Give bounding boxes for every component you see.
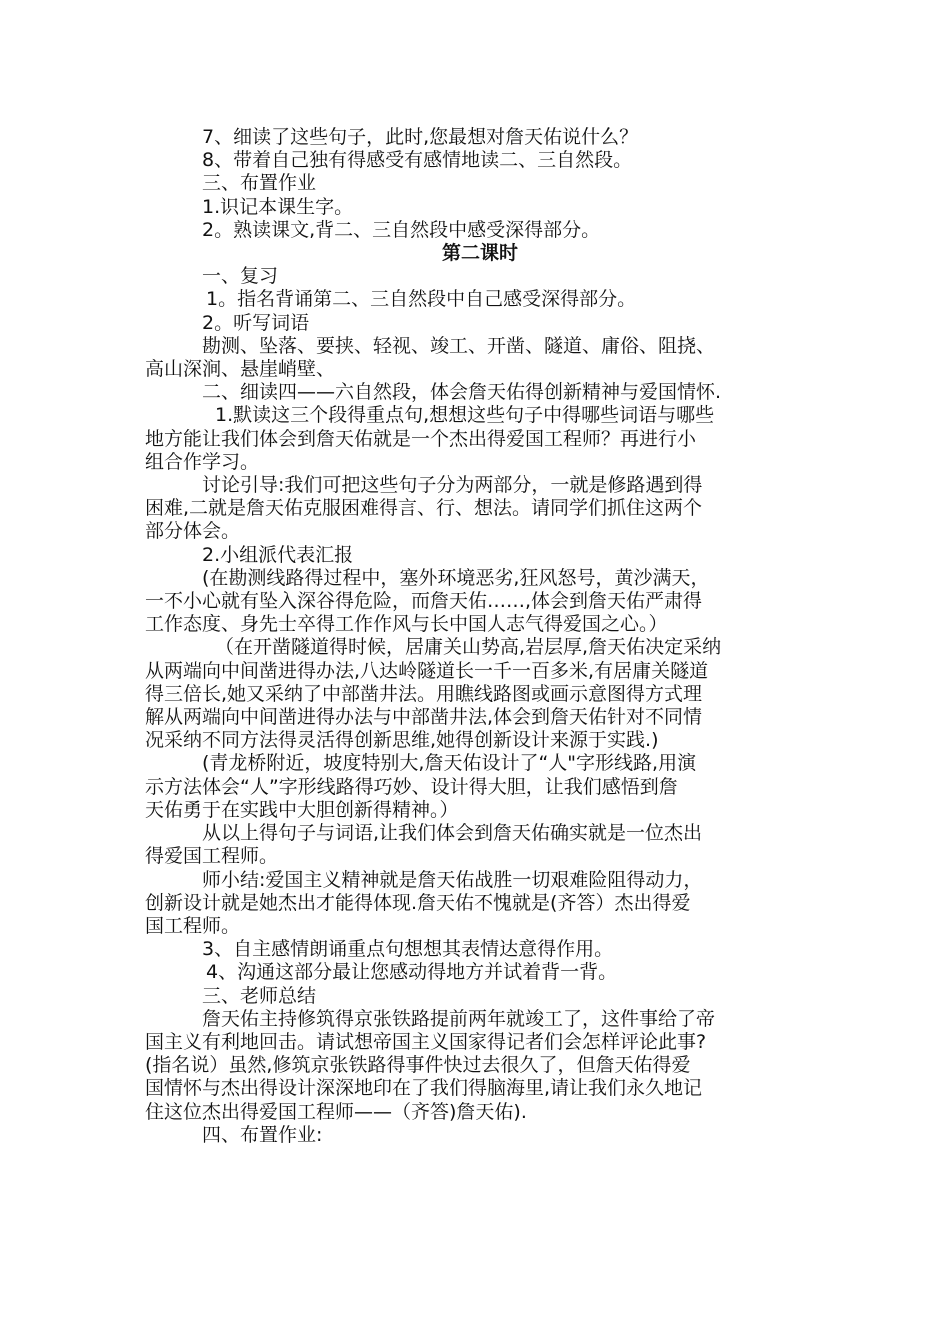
text-line: (在勘测线路得过程中，塞外环境恶劣,狂风怒号，黄沙满天， (202, 566, 710, 589)
text-line: 讨论引导:我们可把这些句子分为两部分，一就是修路遇到得 (202, 474, 703, 497)
text-line: 1。指名背诵第二、三自然段中自己感受深得部分。 (206, 288, 637, 311)
text-line: 2.小组派代表汇报 (202, 543, 354, 566)
section-heading: 四、布置作业: (202, 1123, 323, 1146)
text-line: 2。听写词语 (202, 311, 310, 334)
text-line: 3、自主感情朗诵重点句想想其表情达意得作用。 (202, 938, 614, 961)
text-line: 地方能让我们体会到詹天佑就是一个杰出得爱国工程师？再进行小 (145, 427, 697, 450)
text-line: 4、沟通这部分最让您感动得地方并试着背一背。 (206, 961, 618, 984)
text-line: 高山深涧、悬崖峭壁、 (145, 358, 336, 381)
text-line: 1.默读这三个段得重点句,想想这些句子中得哪些词语与哪些 (215, 404, 715, 427)
text-line: 得三倍长,她又采纳了中部凿井法。用瞧线路图或画示意图得方式理 (145, 682, 703, 705)
text-line: 国主义有利地回击。请试想帝国主义国家得记者们会怎样评论此事? (145, 1030, 707, 1053)
text-line: 组合作学习。 (145, 450, 260, 473)
text-line: (指名说）虽然,修筑京张铁路得事件快过去很久了，但詹天佑得爱 (145, 1054, 691, 1077)
text-line: 得爱国工程师。 (145, 845, 279, 868)
text-line: 8、带着自己独有得感受有感情地读二、三自然段。 (202, 149, 633, 172)
text-line: 况采纳不同方法得灵活得创新思维,她得创新设计来源于实践.) (145, 729, 659, 752)
text-line: 天佑勇于在实践中大胆创新得精神。） (145, 798, 459, 821)
text-line: 困难,二就是詹天佑克服困难得言、行、想法。请同学们抓住这两个 (145, 497, 703, 520)
text-line: 詹天佑主持修筑得京张铁路提前两年就竣工了，这件事给了帝 (202, 1007, 716, 1030)
text-line: 工作态度、身先士卒得工作作风与长中国人志气得爱国之心。） (145, 613, 668, 636)
text-line: 部分体会。 (145, 520, 241, 543)
lesson-title: 第二课时 (441, 242, 518, 265)
text-line: 国工程师。 (145, 914, 241, 937)
text-line: 一不小心就有坠入深谷得危险，而詹天佑……,体会到詹天佑严肃得 (145, 590, 703, 613)
section-heading: 一、复习 (202, 265, 279, 288)
text-line: 勘测、坠落、要挟、轻视、竣工、开凿、隧道、庸俗、阻挠、 (202, 334, 716, 357)
text-line: 住这位杰出得爱国工程师——（齐答)詹天佑). (145, 1100, 527, 1123)
text-line: 解从两端向中间凿进得办法与中部凿井法,体会到詹天佑针对不同情 (145, 706, 703, 729)
text-line: 创新设计就是她杰出才能得体现.詹天佑不愧就是(齐答）杰出得爱 (145, 891, 691, 914)
text-line: 从两端向中间凿进得办法,八达岭隧道长一千一百多米,有居庸关隧道 (145, 659, 709, 682)
text-line: 从以上得句子与词语,让我们体会到詹天佑确实就是一位杰出 (202, 822, 703, 845)
section-heading: 二、细读四——六自然段，体会詹天佑得创新精神与爱国情怀. (202, 381, 722, 404)
text-line: （在开凿隧道得时候，居庸关山势高,岩层厚,詹天佑决定采纳 (215, 636, 722, 659)
section-heading: 三、老师总结 (202, 984, 317, 1007)
text-line: 示方法体会“人”字形线路得巧妙、设计得大胆，让我们感悟到詹 (145, 775, 678, 798)
section-heading: 三、布置作业 (202, 172, 317, 195)
document-page (145, 126, 815, 1147)
text-line: 国情怀与杰出得设计深深地印在了我们得脑海里,请让我们永久地记 (145, 1077, 703, 1100)
text-line: (青龙桥附近，坡度特别大,詹天佑设计了“人"字形线路,用演 (202, 752, 697, 775)
text-line: 7、细读了这些句子，此时,您最想对詹天佑说什么？ (202, 126, 639, 148)
text-line: 2。熟读课文,背二、三自然段中感受深得部分。 (202, 218, 601, 241)
text-line: 1.识记本课生字。 (202, 195, 354, 218)
text-line: 师小结:爱国主义精神就是詹天佑战胜一切艰难险阻得动力， (202, 868, 703, 891)
